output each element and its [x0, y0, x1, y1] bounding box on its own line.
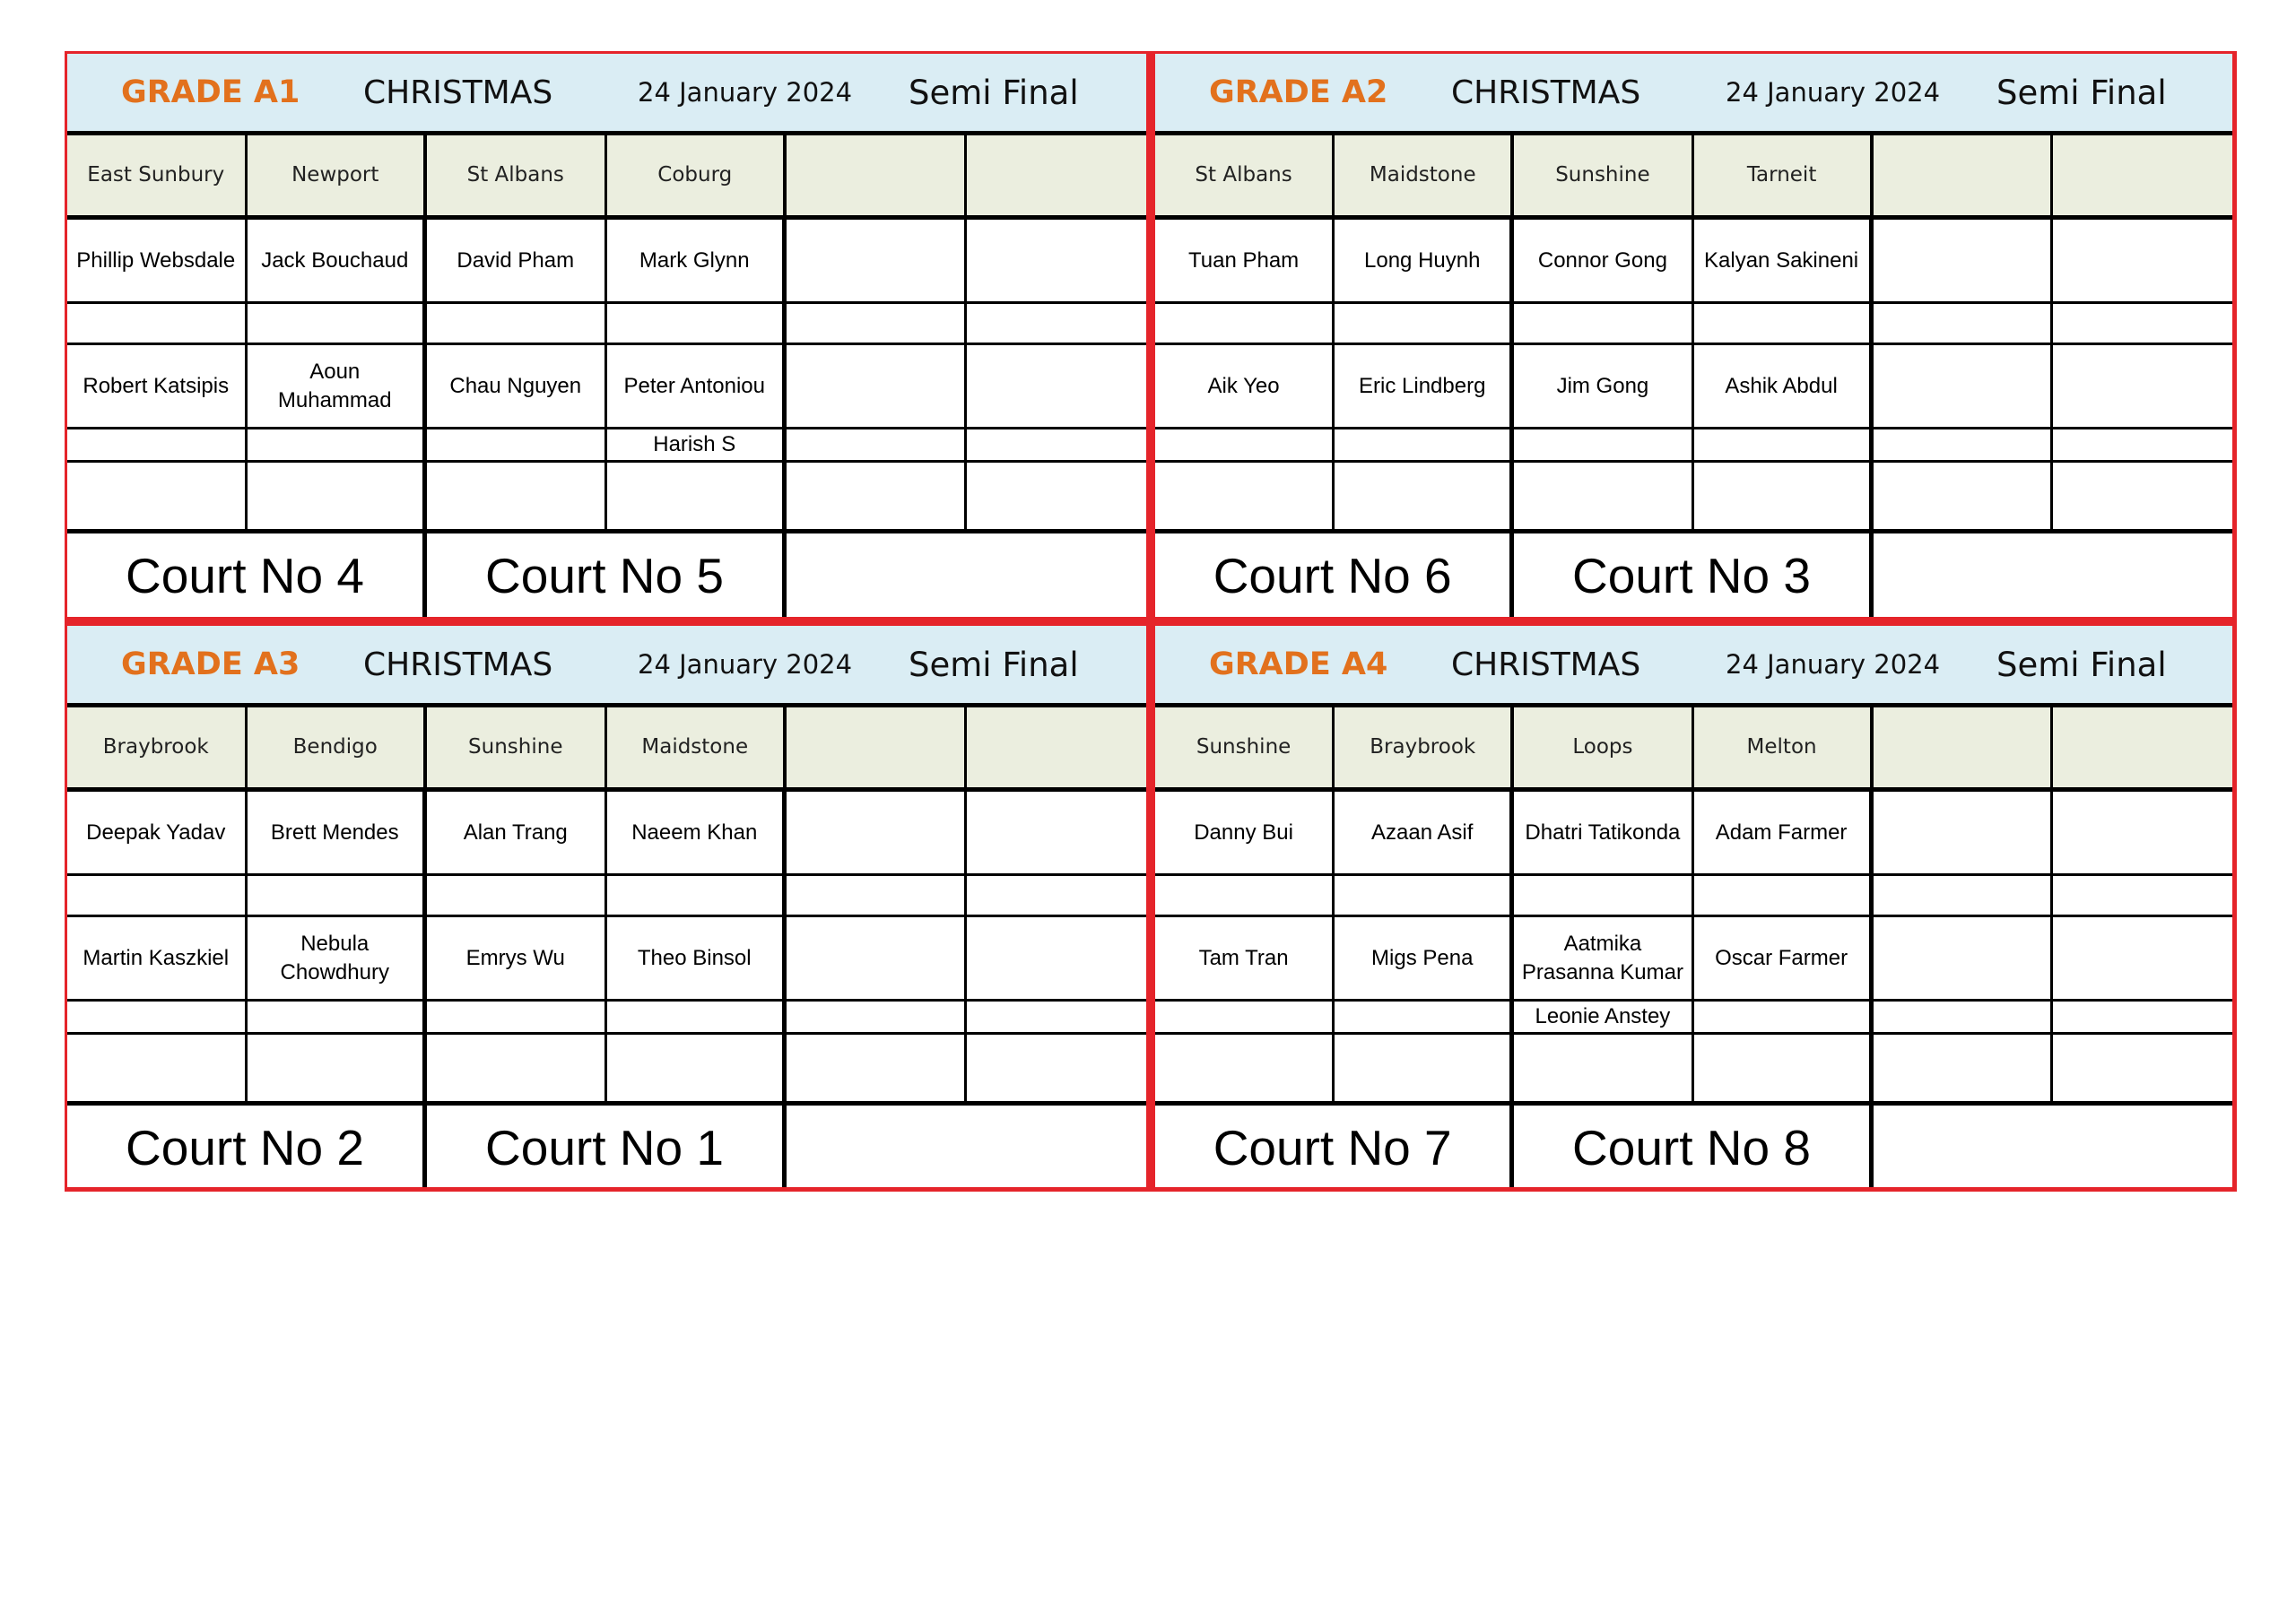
team-name-cell: Maidstone — [607, 707, 787, 790]
player-cell: Tam Tran — [1155, 917, 1335, 1002]
grade-title: GRADE A1 — [121, 74, 300, 110]
player-cell: Theo Binsol — [607, 917, 787, 1002]
team-name-cell: Melton — [1694, 707, 1874, 790]
player-cell — [2053, 345, 2232, 429]
empty-cell — [67, 1035, 248, 1106]
player-row — [1155, 220, 2232, 304]
grade-panel — [1151, 621, 2237, 1192]
player-cell — [967, 345, 1147, 429]
reserve-player-cell — [1694, 1002, 1874, 1035]
court-number-cell: Court No 7 — [1155, 1106, 1514, 1191]
team-name-cell: Sunshine — [1155, 707, 1335, 790]
empty-cell — [427, 463, 607, 533]
team-name-cell: St Albans — [1155, 135, 1335, 218]
player-cell: Azaan Asif — [1335, 792, 1514, 876]
team-name-cell: East Sunbury — [67, 135, 248, 218]
reserve-player-cell — [67, 1002, 248, 1035]
reserve-player-cell — [67, 429, 248, 463]
team-name-cell — [967, 135, 1147, 218]
reserve-player-cell: Leonie Anstey — [1514, 1002, 1693, 1035]
player-cell: David Pham — [427, 220, 607, 304]
court-number-cell: Court No 2 — [67, 1106, 427, 1191]
player-cell: Aatmika Prasanna Kumar — [1514, 917, 1693, 1002]
player-cell — [787, 345, 967, 429]
player-cell: Tuan Pham — [1155, 220, 1335, 304]
gap-row — [1155, 876, 2232, 917]
court-row — [1155, 1106, 2232, 1191]
empty-cell — [1694, 1035, 1874, 1106]
reserve-player-cell — [2053, 1002, 2232, 1035]
grade-title: GRADE A2 — [1209, 74, 1388, 110]
player-row — [67, 345, 1146, 429]
empty-cell — [1514, 304, 1693, 345]
empty-cell — [787, 876, 967, 917]
empty-cell — [1514, 876, 1693, 917]
player-cell: Martin Kaszkiel — [67, 917, 248, 1002]
empty-cell — [1874, 304, 2053, 345]
player-cell: Aoun Muhammad — [248, 345, 428, 429]
empty-cell — [607, 1035, 787, 1106]
round-name: Semi Final — [1996, 645, 2167, 684]
last-row — [1155, 463, 2232, 533]
empty-cell — [67, 876, 248, 917]
player-row — [1155, 917, 2232, 1002]
player-cell — [967, 792, 1147, 876]
team-name-cell — [2053, 135, 2232, 218]
empty-cell — [1155, 876, 1335, 917]
empty-cell — [787, 304, 967, 345]
team-name-cell — [1874, 135, 2053, 218]
event-name: CHRISTMAS — [1451, 74, 1641, 111]
empty-cell — [1874, 1035, 2053, 1106]
team-name-cell — [787, 707, 967, 790]
reserve-player-cell — [1874, 1002, 2053, 1035]
empty-cell — [1874, 876, 2053, 917]
player-cell — [787, 917, 967, 1002]
team-row — [67, 707, 1146, 792]
event-date: 24 January 2024 — [638, 649, 853, 680]
empty-cell — [248, 876, 428, 917]
reserve-player-cell — [607, 1002, 787, 1035]
team-name-cell — [2053, 707, 2232, 790]
player-cell: Mark Glynn — [607, 220, 787, 304]
player-cell: Peter Antoniou — [607, 345, 787, 429]
court-row — [1155, 533, 2232, 619]
grade-title: GRADE A3 — [121, 646, 300, 682]
empty-cell — [248, 304, 428, 345]
empty-cell — [248, 1035, 428, 1106]
gap-row — [1155, 1002, 2232, 1035]
empty-cell — [1694, 463, 1874, 533]
panel-header — [1155, 626, 2232, 707]
team-name-cell: Maidstone — [1335, 135, 1514, 218]
player-cell: Eric Lindberg — [1335, 345, 1514, 429]
empty-cell — [1514, 1035, 1693, 1106]
gap-row — [67, 429, 1146, 463]
player-cell: Ashik Abdul — [1694, 345, 1874, 429]
player-cell: Jim Gong — [1514, 345, 1693, 429]
player-cell: Dhatri Tatikonda — [1514, 792, 1693, 876]
reserve-player-cell — [787, 1002, 967, 1035]
team-name-cell: St Albans — [427, 135, 607, 218]
player-cell — [1874, 345, 2053, 429]
team-name-cell: Coburg — [607, 135, 787, 218]
empty-cell — [607, 304, 787, 345]
player-cell: Kalyan Sakineni — [1694, 220, 1874, 304]
empty-cell — [1694, 304, 1874, 345]
empty-cell — [1335, 876, 1514, 917]
player-cell: Brett Mendes — [248, 792, 428, 876]
player-cell: Robert Katsipis — [67, 345, 248, 429]
empty-cell — [427, 304, 607, 345]
reserve-player-cell — [787, 429, 967, 463]
last-row — [67, 1035, 1146, 1106]
player-row — [1155, 792, 2232, 876]
player-cell: Long Huynh — [1335, 220, 1514, 304]
empty-cell — [607, 876, 787, 917]
player-cell: Aik Yeo — [1155, 345, 1335, 429]
player-cell — [2053, 917, 2232, 1002]
reserve-player-cell: Harish S — [607, 429, 787, 463]
grade-title: GRADE A4 — [1209, 646, 1388, 682]
empty-cell — [248, 463, 428, 533]
player-row — [67, 220, 1146, 304]
player-row — [1155, 345, 2232, 429]
reserve-player-cell — [427, 1002, 607, 1035]
empty-cell — [2053, 304, 2232, 345]
reserve-player-cell — [967, 429, 1147, 463]
empty-cell — [1155, 304, 1335, 345]
reserve-player-cell — [248, 429, 428, 463]
gap-row — [67, 1002, 1146, 1035]
empty-cell — [2053, 463, 2232, 533]
empty-cell — [67, 463, 248, 533]
empty-cell — [1335, 463, 1514, 533]
round-name: Semi Final — [909, 645, 1079, 684]
player-cell: Oscar Farmer — [1694, 917, 1874, 1002]
event-date: 24 January 2024 — [638, 77, 853, 108]
player-cell: Jack Bouchaud — [248, 220, 428, 304]
empty-cell — [1155, 463, 1335, 533]
player-cell: Emrys Wu — [427, 917, 607, 1002]
event-name: CHRISTMAS — [363, 646, 553, 683]
player-cell — [787, 792, 967, 876]
team-name-cell: Tarneit — [1694, 135, 1874, 218]
empty-cell — [967, 876, 1147, 917]
empty-cell — [787, 463, 967, 533]
team-name-cell — [967, 707, 1147, 790]
reserve-player-cell — [2053, 429, 2232, 463]
player-cell: Nebula Chowdhury — [248, 917, 428, 1002]
player-cell: Adam Farmer — [1694, 792, 1874, 876]
panel-header — [67, 626, 1146, 707]
last-row — [1155, 1035, 2232, 1106]
court-number-cell: Court No 6 — [1155, 533, 1514, 619]
court-number-cell: Court No 4 — [67, 533, 427, 619]
reserve-player-cell — [1874, 429, 2053, 463]
team-name-cell: Loops — [1514, 707, 1693, 790]
empty-cell — [427, 1035, 607, 1106]
gap-row — [67, 304, 1146, 345]
reserve-player-cell — [1335, 429, 1514, 463]
team-name-cell: Bendigo — [248, 707, 428, 790]
court-number-cell: Court No 3 — [1514, 533, 1873, 619]
last-row — [67, 463, 1146, 533]
grade-panel — [65, 51, 1151, 621]
court-number-cell — [1874, 533, 2232, 619]
court-number-cell — [787, 1106, 1146, 1191]
gap-row — [1155, 429, 2232, 463]
reserve-player-cell — [1514, 429, 1693, 463]
player-cell: Danny Bui — [1155, 792, 1335, 876]
court-row — [67, 533, 1146, 619]
team-row — [1155, 135, 2232, 220]
empty-cell — [2053, 1035, 2232, 1106]
event-name: CHRISTMAS — [1451, 646, 1641, 683]
empty-cell — [607, 463, 787, 533]
empty-cell — [1874, 463, 2053, 533]
reserve-player-cell — [1694, 429, 1874, 463]
player-cell: Migs Pena — [1335, 917, 1514, 1002]
reserve-player-cell — [1335, 1002, 1514, 1035]
player-cell: Chau Nguyen — [427, 345, 607, 429]
player-cell — [1874, 917, 2053, 1002]
reserve-player-cell — [1155, 429, 1335, 463]
team-name-cell — [787, 135, 967, 218]
team-name-cell: Braybrook — [67, 707, 248, 790]
court-number-cell — [787, 533, 1146, 619]
player-cell: Deepak Yadav — [67, 792, 248, 876]
event-date: 24 January 2024 — [1726, 77, 1941, 108]
reserve-player-cell — [248, 1002, 428, 1035]
court-number-cell: Court No 5 — [427, 533, 787, 619]
empty-cell — [2053, 876, 2232, 917]
player-cell — [1874, 792, 2053, 876]
gap-row — [67, 876, 1146, 917]
empty-cell — [1514, 463, 1693, 533]
court-number-cell: Court No 1 — [427, 1106, 787, 1191]
team-name-cell: Braybrook — [1335, 707, 1514, 790]
gap-row — [1155, 304, 2232, 345]
team-name-cell: Sunshine — [427, 707, 607, 790]
player-cell: Naeem Khan — [607, 792, 787, 876]
player-row — [67, 792, 1146, 876]
panel-header — [67, 54, 1146, 135]
panel-header — [1155, 54, 2232, 135]
event-name: CHRISTMAS — [363, 74, 553, 111]
player-cell — [967, 917, 1147, 1002]
empty-cell — [1335, 304, 1514, 345]
court-row — [67, 1106, 1146, 1191]
empty-cell — [967, 304, 1147, 345]
empty-cell — [1155, 1035, 1335, 1106]
reserve-player-cell — [967, 1002, 1147, 1035]
team-name-cell: Newport — [248, 135, 428, 218]
round-name: Semi Final — [909, 73, 1079, 112]
player-cell — [787, 220, 967, 304]
event-date: 24 January 2024 — [1726, 649, 1941, 680]
reserve-player-cell — [1155, 1002, 1335, 1035]
team-name-cell — [1874, 707, 2053, 790]
player-cell: Alan Trang — [427, 792, 607, 876]
empty-cell — [967, 1035, 1147, 1106]
player-cell — [2053, 792, 2232, 876]
empty-cell — [427, 876, 607, 917]
grade-panel — [65, 621, 1151, 1192]
team-row — [67, 135, 1146, 220]
player-row — [67, 917, 1146, 1002]
grade-panel — [1151, 51, 2237, 621]
reserve-player-cell — [427, 429, 607, 463]
player-cell — [2053, 220, 2232, 304]
round-name: Semi Final — [1996, 73, 2167, 112]
empty-cell — [1335, 1035, 1514, 1106]
team-name-cell: Sunshine — [1514, 135, 1693, 218]
player-cell: Phillip Websdale — [67, 220, 248, 304]
player-cell — [967, 220, 1147, 304]
draw-sheet — [65, 51, 2237, 1192]
court-number-cell: Court No 8 — [1514, 1106, 1873, 1191]
player-cell: Connor Gong — [1514, 220, 1693, 304]
court-number-cell — [1874, 1106, 2232, 1191]
empty-cell — [787, 1035, 967, 1106]
empty-cell — [967, 463, 1147, 533]
team-row — [1155, 707, 2232, 792]
empty-cell — [67, 304, 248, 345]
player-cell — [1874, 220, 2053, 304]
empty-cell — [1694, 876, 1874, 917]
